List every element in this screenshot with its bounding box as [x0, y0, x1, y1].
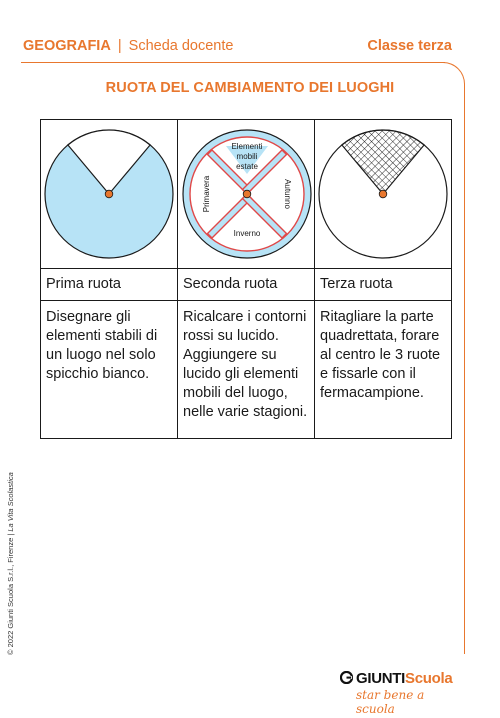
wheel2-left-label: Primavera — [202, 175, 211, 213]
doc-type-label: Scheda docente — [128, 38, 234, 54]
labels-row — [41, 269, 452, 301]
copyright-publication: La Vita Scolastica — [6, 472, 15, 532]
copyright-text: © 2022 Giunti Scuola S.r.l., Firenze | — [6, 531, 15, 655]
third-wheel-illustration — [315, 120, 451, 268]
column-label-1: Prima ruota — [41, 269, 178, 301]
logo-brand — [356, 670, 452, 687]
giunti-g-icon — [340, 671, 353, 684]
wheel2-top-label-1: Elementi — [231, 142, 263, 151]
second-wheel-illustration — [178, 120, 314, 268]
subject-label: GEOGRAFIA — [23, 38, 111, 54]
wheel2-top-label-3: estate — [236, 162, 258, 171]
logo-brand-main: GIUNTI — [356, 670, 406, 687]
logo-tagline: star bene a scuola — [356, 688, 425, 716]
copyright-notice — [6, 472, 15, 655]
column-label-2: Seconda ruota — [178, 269, 315, 301]
wheel2-top-label-2: mobili — [236, 152, 258, 161]
wheel2-bottom-label: Inverno — [233, 229, 261, 238]
column-description-2: Ricalcare i contorni rossi su lucido. Aggiungere su lucido gli elementi mobili del luogo, nelle varie stagioni. — [178, 301, 315, 439]
wheel-cell-3 — [315, 120, 452, 269]
descriptions-row — [41, 301, 452, 439]
class-label: Classe terza — [367, 38, 452, 54]
page-title: RUOTA DEL CAMBIAMENTO DEI LUOGHI — [105, 80, 395, 96]
wheels-table — [40, 119, 452, 439]
column-description-3: Ritagliare la parte quadrettata, forare al centro le 3 ruote e fissarle con il fermacampione. — [315, 301, 452, 439]
wheel-cell-1 — [41, 120, 178, 269]
header-rule — [21, 62, 445, 63]
wheel-cell-2 — [178, 120, 315, 269]
first-wheel-illustration — [41, 120, 177, 268]
images-row — [41, 120, 452, 269]
wheel2-right-label: Autunno — [283, 179, 292, 209]
frame-right-rule — [464, 84, 465, 654]
giunti-scuola-logo — [340, 668, 460, 716]
column-description-1: Disegnare gli elementi stabili di un luogo nel solo spicchio bianco. — [41, 301, 178, 439]
header-subject-line — [23, 38, 233, 54]
header-separator: | — [117, 38, 122, 54]
column-label-3: Terza ruota — [315, 269, 452, 301]
logo-brand-accent: Scuola — [405, 670, 453, 687]
